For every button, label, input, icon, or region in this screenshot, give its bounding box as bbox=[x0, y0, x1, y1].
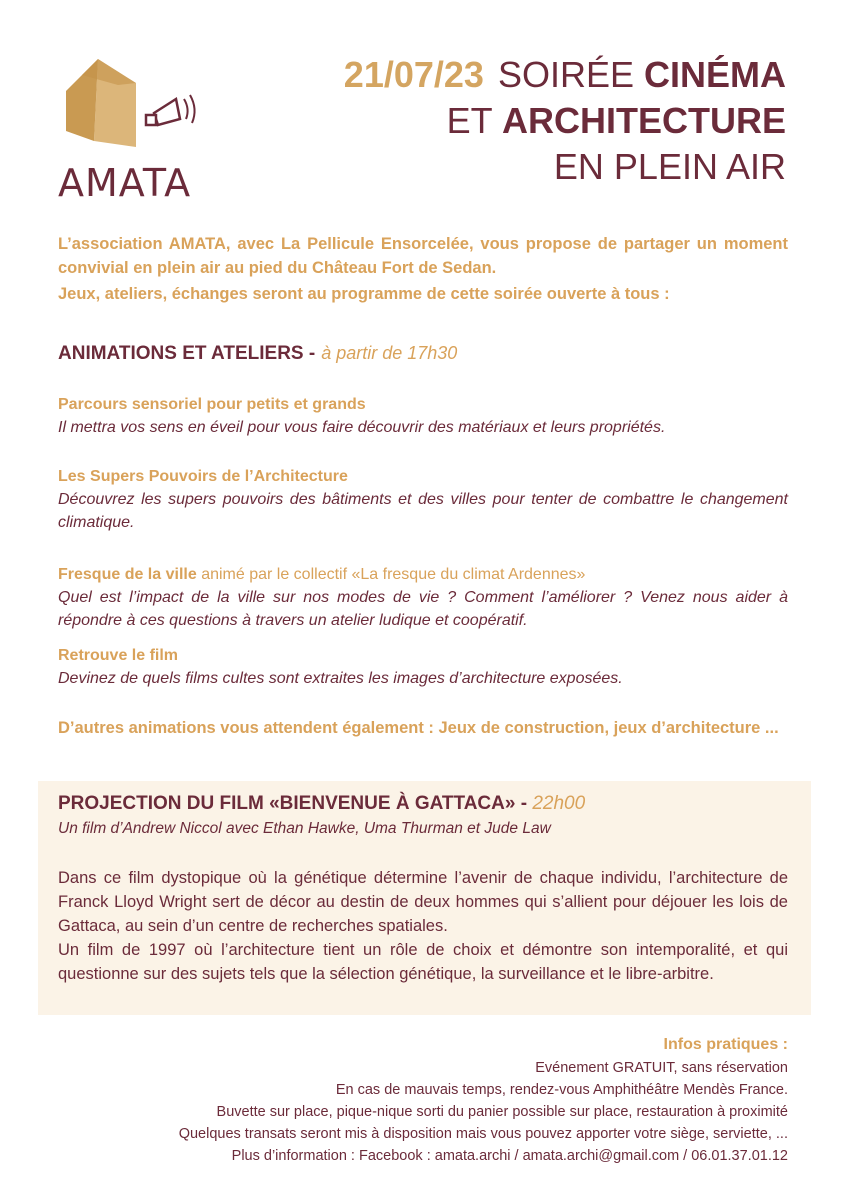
page-title bbox=[344, 52, 786, 190]
title-line-1 bbox=[344, 52, 786, 98]
film-heading bbox=[58, 793, 585, 815]
activity-item bbox=[58, 563, 788, 632]
activity-title-row bbox=[58, 563, 788, 586]
info-line: Quelques transats seront mis à disposition mais vous pouvez apporter votre siège, serviette, ... bbox=[178, 1126, 788, 1142]
activity-title: Parcours sensoriel pour petits et grands bbox=[58, 396, 366, 413]
contact-line: Plus d’information : Facebook : amata.archi / amata.archi@gmail.com / 06.01.37.01.12 bbox=[231, 1148, 788, 1164]
intro bbox=[58, 232, 788, 306]
info-line: En cas de mauvais temps, rendez-vous Amphithéâtre Mendès France. bbox=[335, 1082, 788, 1098]
logo-wordmark: AMATA bbox=[58, 161, 192, 205]
title-line-2 bbox=[344, 98, 786, 144]
activity-item bbox=[58, 465, 788, 534]
film-description bbox=[58, 866, 788, 986]
activity-description: Quel est l’impact de la ville sur nos modes de vie ? Comment l’améliorer ? Venez nous aider à répondre à ces questions à travers un atelier ludique et coopératif. bbox=[58, 589, 788, 629]
title-et: ET bbox=[446, 100, 492, 141]
activity-title: Fresque de la ville bbox=[58, 566, 197, 583]
house-megaphone-icon bbox=[58, 55, 208, 165]
activity-item bbox=[58, 644, 788, 690]
title-line-3: EN PLEIN AIR bbox=[553, 146, 786, 187]
more-activities: D’autres animations vous attendent également : Jeux de construction, jeux d’architecture ... bbox=[58, 719, 779, 737]
film-synopsis: Dans ce film dystopique où la génétique détermine l’avenir de chaque individu, l’architecture de Franck Lloyd Wright sert de décor au destin de deux hommes qui s’allient pour déjouer les lois de Gattaca, au sein d’un centre de recherches spatiales. bbox=[58, 869, 788, 935]
activity-description: Devinez de quels films cultes sont extraites les images d’architecture exposées. bbox=[58, 670, 623, 687]
amata-logo bbox=[58, 55, 208, 205]
title-architecture: ARCHITECTURE bbox=[502, 100, 786, 141]
practical-info-title: Infos pratiques : bbox=[663, 1036, 788, 1053]
info-line: Buvette sur place, pique-nique sorti du panier possible sur place, restauration à proximité bbox=[216, 1104, 788, 1120]
intro-program: Jeux, ateliers, échanges seront au programme de cette soirée ouverte à tous : bbox=[58, 285, 670, 303]
intro-paragraph: L’association AMATA, avec La Pellicule Ensorcelée, vous propose de partager un moment convivial en plein air au pied du Château Fort de Sedan. bbox=[58, 235, 788, 277]
activity-item bbox=[58, 393, 788, 439]
title-soiree: SOIRÉE bbox=[497, 54, 634, 95]
activity-description: Découvrez les supers pouvoirs des bâtiments et des villes pour tenter de combattre le changement climatique. bbox=[58, 491, 788, 531]
animations-time: à partir de 17h30 bbox=[321, 343, 458, 363]
film-title: PROJECTION DU FILM «BIENVENUE À GATTACA» - bbox=[58, 793, 528, 814]
info-line: Evénement GRATUIT, sans réservation bbox=[535, 1060, 788, 1076]
activity-subtitle: animé par le collectif «La fresque du climat Ardennes» bbox=[201, 566, 586, 583]
animations-heading bbox=[58, 343, 457, 365]
title-cinema: CINÉMA bbox=[644, 54, 786, 95]
practical-info bbox=[179, 1034, 788, 1167]
film-credits: Un film d’Andrew Niccol avec Ethan Hawke, Uma Thurman et Jude Law bbox=[58, 820, 551, 837]
film-time: 22h00 bbox=[532, 793, 586, 814]
activity-title: Retrouve le film bbox=[58, 647, 179, 664]
event-date: 21/07/23 bbox=[343, 54, 484, 95]
activity-description: Il mettra vos sens en éveil pour vous faire découvrir des matériaux et leurs propriétés. bbox=[58, 419, 666, 436]
film-context: Un film de 1997 où l’architecture tient un rôle de choix et démontre son intemporalité, et qui questionne sur des sujets tels que la sélection génétique, la surveillance et le libre-arbitre. bbox=[58, 941, 788, 983]
activity-title: Les Supers Pouvoirs de l’Architecture bbox=[58, 468, 348, 485]
animations-title: ANIMATIONS ET ATELIERS - bbox=[58, 343, 316, 364]
